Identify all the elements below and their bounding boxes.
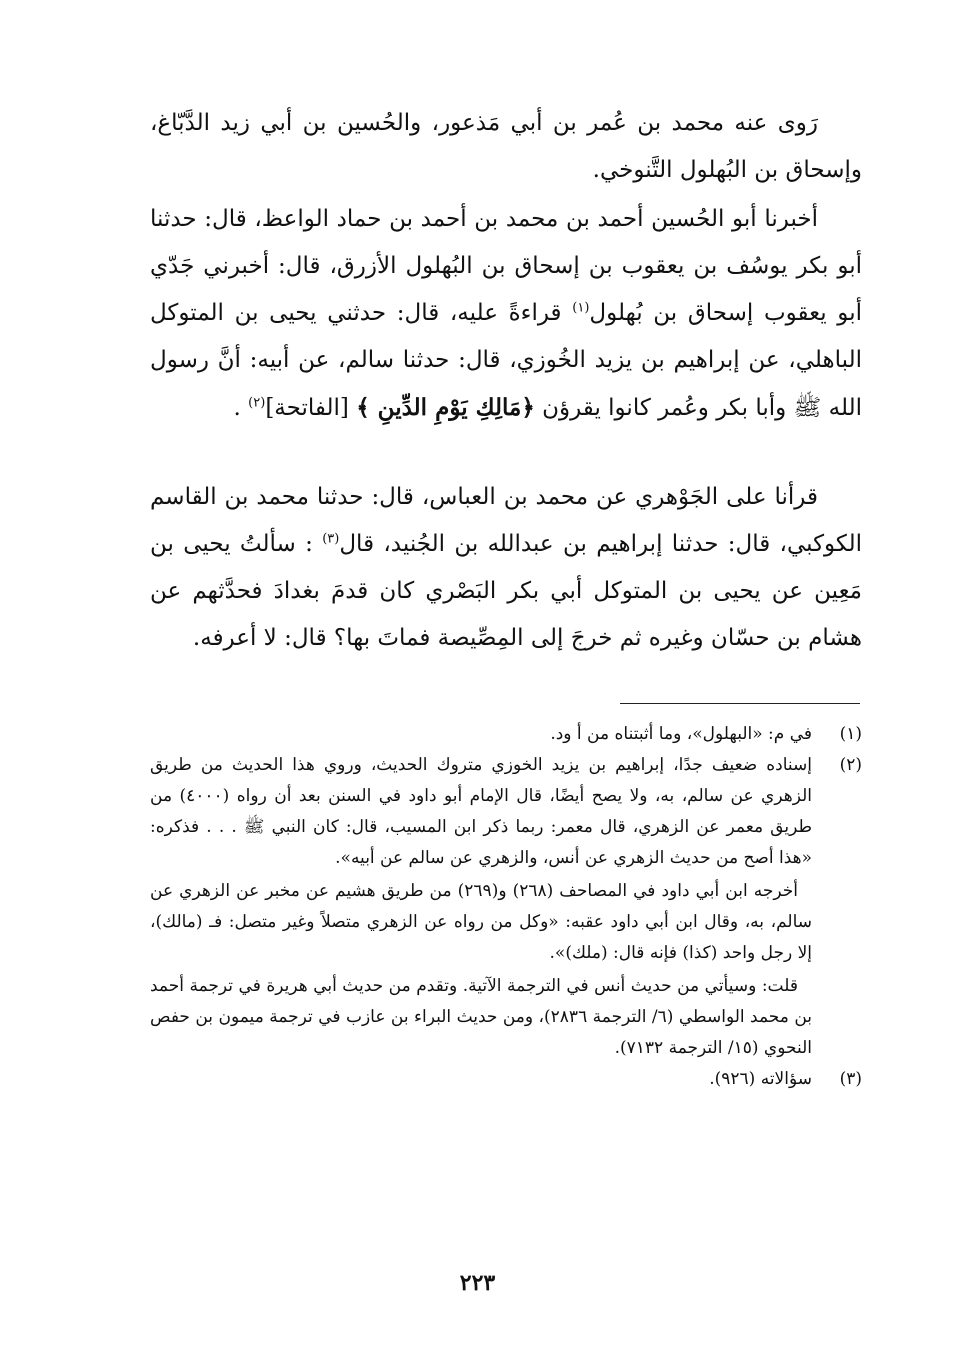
paragraph-3 xyxy=(150,474,862,662)
footnote-text: في م: «البهلول»، وما أثبتناه من أ ود. xyxy=(550,724,812,744)
footnotes xyxy=(150,719,862,1095)
footnote-number: (٣) xyxy=(839,1069,862,1089)
footnote-ref-3: (٣) xyxy=(322,531,340,547)
footnote-text: سؤالاته (٩٢٦). xyxy=(709,1069,812,1089)
footnote-3 xyxy=(150,1064,862,1095)
quran-verse: ﴿مَالِكِ يَوْمِ الدِّينِ ﴾ xyxy=(356,394,535,421)
paragraph-3-text-b: : سألتُ يحيى بن مَعِين عن يحيى بن المتوكل أبي بكر البَصْري كان قدمَ بغدادَ فحدَّثهم عن هشام بن حسّان وغيره ثم خرجَ إلى المِصِّيصة فماتَ بها؟ قال: لا أعرفه. xyxy=(150,531,862,651)
footnote-body xyxy=(150,750,812,1064)
paragraph-2 xyxy=(150,196,862,432)
footnote-text: قلت: وسيأتي من حديث أنس في الترجمة الآتية. وتقدم من حديث أبي هريرة في ترجمة أحمد بن محمد الواسطي (٦/ الترجمة ٢٨٣٦)، ومن حديث البراء بن عازب في ترجمة ميمون بن حفص النحوي (١٥/ الترجمة ٧١٣٢). xyxy=(150,976,812,1058)
paragraph-2-text-b: قراءةً عليه، قال: حدثني يحيى بن المتوكل الباهلي، عن إبراهيم بن يزيد الخُوزي، قال: حدثنا سالم، عن أبيه: أنَّ رسول الله ﷺ وأبا بكر وعُمر كانوا يقرؤن xyxy=(150,300,862,421)
footnote-body xyxy=(150,719,812,750)
footnote-1 xyxy=(150,719,862,750)
footnote-body xyxy=(150,1064,812,1095)
footnote-number: (١) xyxy=(839,724,862,744)
paragraph-2-text-c: [الفاتحة] xyxy=(265,395,357,421)
footnote-text: أخرجه ابن أبي داود في المصاحف (٢٦٨) و(٢٦٩) من طريق هشيم عن مخبر عن الزهري عن سالم، به، وقال ابن أبي داود عقبه: «وكل من رواه عن الزهري متصلاً وغير متصل: فـ (مالك)، إلا رجل واحد (كذا) فإنه قال: (ملك)». xyxy=(150,881,812,963)
paragraph-1 xyxy=(150,100,862,194)
paragraph-3-text-a: قرأنا على الجَوْهري عن محمد بن العباس، قال: حدثنا محمد بن القاسم الكوكبي، قال: حدثنا إبراهيم بن عبدالله بن الجُنيد، قال xyxy=(150,484,862,557)
footnote-number: (٢) xyxy=(839,755,862,775)
page-number: ٢٢٣ xyxy=(459,1270,496,1296)
footnote-text: إسناده ضعيف جدًا، إبراهيم بن يزيد الخوزي متروك الحديث، وروي هذا الحديث من طريق الزهري عن سالم، به، ولا يصح أيضًا، قال الإمام أبو داود في السنن بعد أن رواه (٤٠٠٠) من طريق معمر عن الزهري، قال معمر: ربما ذكر ابن المسيب، قال: كان النبي ﷺ . . . فذكره: «هذا أصح من حديث الزهري عن أنس، والزهري عن سالم عن أبيه». xyxy=(150,755,812,868)
paragraph-1-text: رَوى عنه محمد بن عُمر بن أبي مَذعور، والحُسين بن أبي زيد الدَّبّاغ، وإسحاق بن البُهلول التَّنوخي. xyxy=(150,110,862,183)
footnote-ref-2: (٢) xyxy=(248,395,266,411)
paragraph-2-text-d: . xyxy=(233,395,249,421)
footnote-divider xyxy=(620,703,860,704)
paragraph-2-text-a: أخبرنا أبو الحُسين أحمد بن محمد بن أحمد بن حماد الواعظ، قال: حدثنا أبو بكر يوسُف بن يعقوب بن إسحاق بن البُهلول الأزرق، قال: أخبرني جَدّي أبو يعقوب إسحاق بن بُهلول xyxy=(150,206,862,326)
footnote-ref-1: (١) xyxy=(572,300,590,316)
footnote-2 xyxy=(150,750,862,1064)
